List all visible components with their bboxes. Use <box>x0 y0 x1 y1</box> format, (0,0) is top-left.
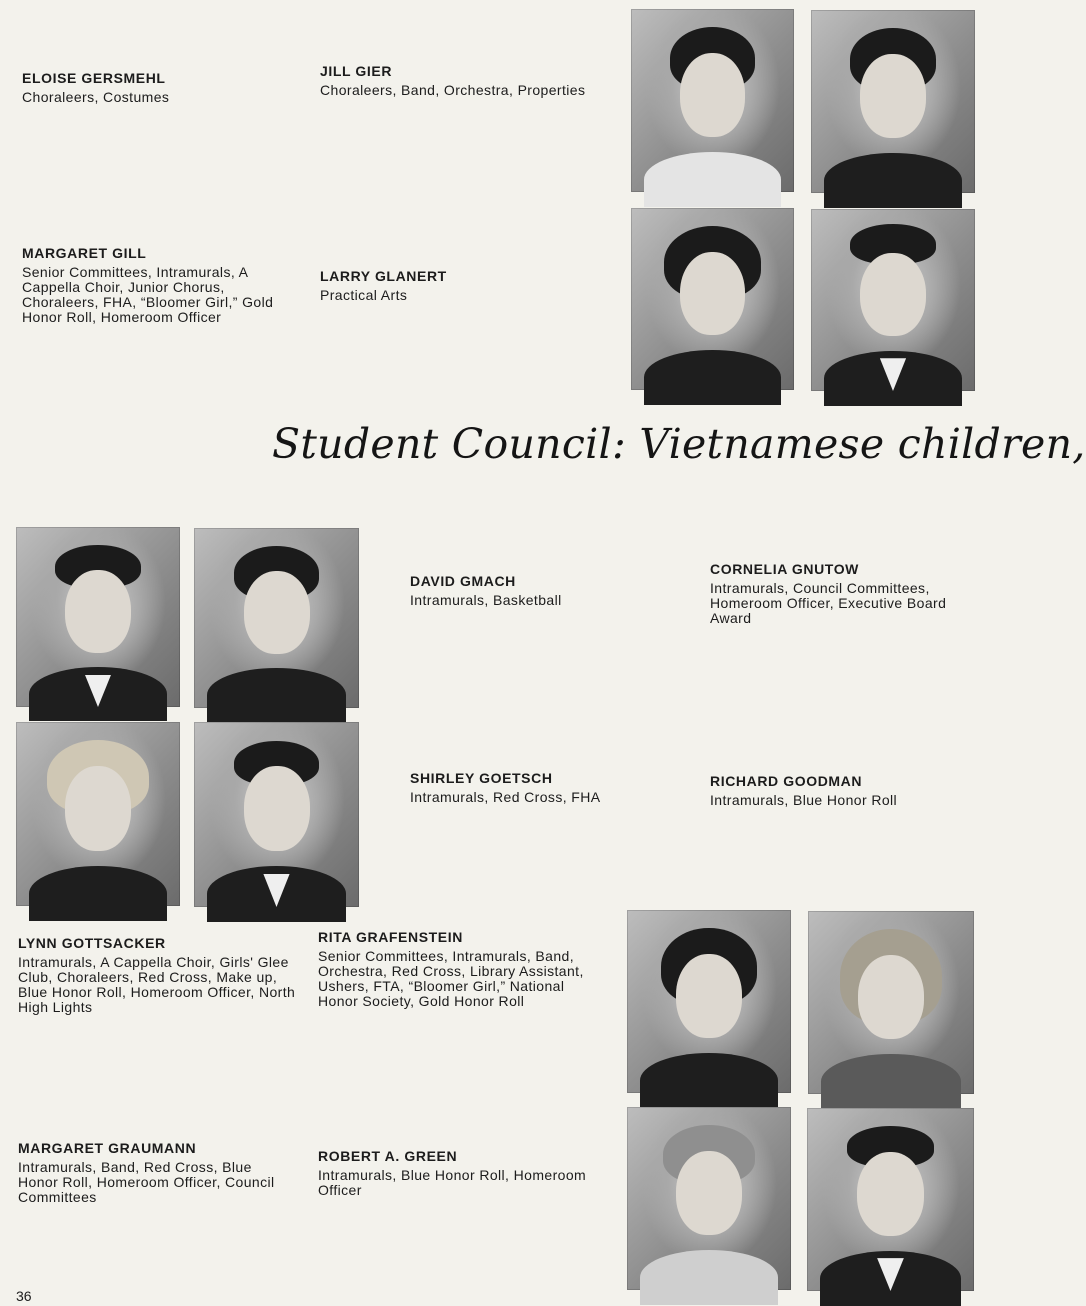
student-photo <box>16 527 180 707</box>
student-activities: Intramurals, A Cappella Choir, Girls' Glee Club, Choraleers, Red Cross, Make up, Blue Honor Roll, Homeroom Officer, North High Lights <box>18 954 296 1015</box>
student-entry <box>18 1140 296 1205</box>
student-photo <box>627 910 791 1093</box>
student-entry <box>410 573 680 608</box>
student-activities: Practical Arts <box>320 287 408 303</box>
student-entry <box>18 935 296 1015</box>
student-name: MARGARET GRAUMANN <box>18 1140 197 1156</box>
student-activities: Intramurals, Band, Red Cross, Blue Honor Roll, Homeroom Officer, Council Committees <box>18 1159 275 1205</box>
student-name: JILL GIER <box>320 63 393 79</box>
student-entry <box>710 561 990 626</box>
page-number: 36 <box>16 1288 32 1304</box>
student-photo <box>808 911 974 1094</box>
student-entry <box>22 245 297 325</box>
student-activities: Choraleers, Costumes <box>22 89 170 105</box>
student-photo <box>194 722 359 907</box>
student-entry <box>318 929 596 1009</box>
student-name: ELOISE GERSMEHL <box>22 70 166 86</box>
student-photo <box>194 528 359 708</box>
student-name: LARRY GLANERT <box>320 268 447 284</box>
student-entry <box>22 70 292 105</box>
student-name: DAVID GMACH <box>410 573 516 589</box>
student-activities: Intramurals, Basketball <box>410 592 562 608</box>
student-name: ROBERT A. GREEN <box>318 1148 458 1164</box>
student-entry <box>320 268 595 303</box>
student-name: RITA GRAFENSTEIN <box>318 929 463 945</box>
student-photo <box>631 9 794 192</box>
student-photo <box>627 1107 791 1290</box>
student-name: SHIRLEY GOETSCH <box>410 770 553 786</box>
student-activities: Intramurals, Council Committees, Homeroom Officer, Executive Board Award <box>710 580 947 626</box>
student-entry <box>320 63 595 98</box>
student-entry <box>410 770 680 805</box>
student-photo <box>16 722 180 906</box>
student-name: CORNELIA GNUTOW <box>710 561 859 577</box>
student-photo <box>811 10 975 193</box>
section-headline: Student Council: Vietnamese children, <box>272 420 1086 468</box>
student-activities: Intramurals, Red Cross, FHA <box>410 789 601 805</box>
student-activities: Senior Committees, Intramurals, Band, Orchestra, Red Cross, Library Assistant, Ushers, FTA, “Bloomer Girl,” National Honor Society, Gold Honor Roll <box>318 948 584 1009</box>
student-name: LYNN GOTTSACKER <box>18 935 166 951</box>
student-activities: Intramurals, Blue Honor Roll, Homeroom Officer <box>318 1167 587 1198</box>
student-photo <box>631 208 794 390</box>
student-activities: Senior Committees, Intramurals, A Cappella Choir, Junior Chorus, Choraleers, FHA, “Bloomer Girl,” Gold Honor Roll, Homeroom Officer <box>22 264 274 325</box>
student-entry <box>710 773 990 808</box>
student-activities: Intramurals, Blue Honor Roll <box>710 792 898 808</box>
student-photo <box>807 1108 974 1291</box>
student-photo <box>811 209 975 391</box>
student-name: RICHARD GOODMAN <box>710 773 863 789</box>
student-activities: Choraleers, Band, Orchestra, Properties <box>320 82 586 98</box>
student-entry <box>318 1148 596 1198</box>
student-name: MARGARET GILL <box>22 245 147 261</box>
